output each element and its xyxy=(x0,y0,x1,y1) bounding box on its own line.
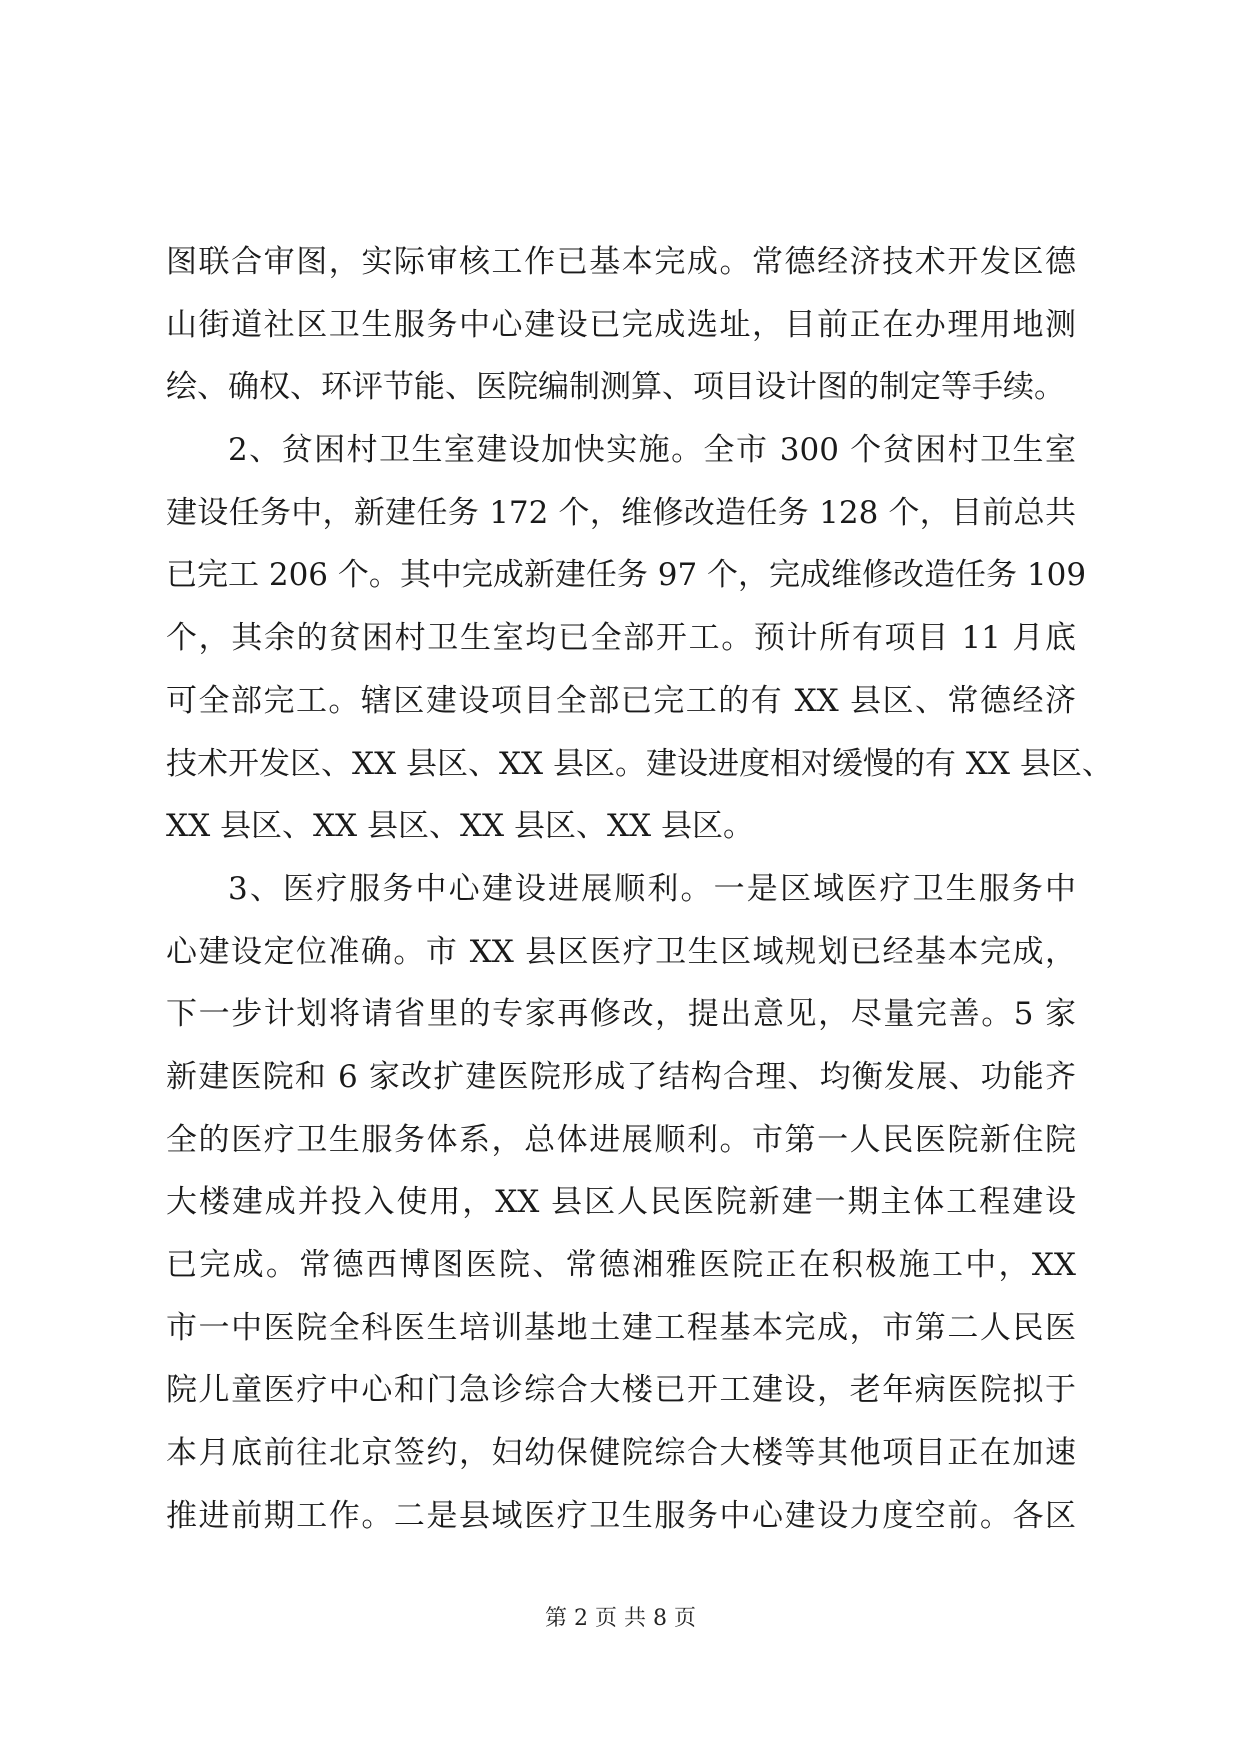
text-line: 新建医院和 6 家改扩建医院形成了结构合理、均衡发展、功能齐 xyxy=(166,1058,1076,1095)
text-line: 全的医疗卫生服务体系，总体进展顺利。市第一人民医院新住院 xyxy=(166,1121,1076,1158)
text-line: 院儿童医疗中心和门急诊综合大楼已开工建设，老年病医院拟于 xyxy=(166,1372,1076,1409)
text-line: 绘、确权、环评节能、医院编制测算、项目设计图的制定等手续。 xyxy=(166,369,1065,406)
text-line: 个，其余的贫困村卫生室均已全部开工。预计所有项目 11 月底 xyxy=(166,620,1076,657)
text-line: 可全部完工。辖区建设项目全部已完工的有 XX 县区、常德经济 xyxy=(166,682,1076,719)
document-body xyxy=(166,231,1113,1547)
text-line: 山街道社区卫生服务中心建设已完成选址，目前正在办理用地测 xyxy=(166,306,1076,343)
text-line: 建设任务中，新建任务 172 个，维修改造任务 128 个，目前总共 xyxy=(166,494,1076,531)
text-line: 已完成。常德西博图医院、常德湘雅医院正在积极施工中，XX xyxy=(166,1247,1076,1283)
text-line: 大楼建成并投入使用，XX 县区人民医院新建一期主体工程建设 xyxy=(166,1184,1076,1221)
text-line: XX 县区、XX 县区、XX 县区、XX 县区。 xyxy=(166,808,754,845)
text-line: 2、贫困村卫生室建设加快实施。全市 300 个贫困村卫生室 xyxy=(228,432,1076,469)
page-footer: 第 2 页 共 8 页 xyxy=(545,1606,696,1631)
text-line: 心建设定位准确。市 XX 县区医疗卫生区域规划已经基本完成， xyxy=(166,933,1076,970)
text-line: 图联合审图，实际审核工作已基本完成。常德经济技术开发区德 xyxy=(166,244,1076,280)
text-line: 下一步计划将请省里的专家再修改，提出意见，尽量完善。5 家 xyxy=(166,996,1076,1033)
text-line: 推进前期工作。二是县域医疗卫生服务中心建设力度空前。各区 xyxy=(166,1497,1076,1534)
text-line: 本月底前往北京签约，妇幼保健院综合大楼等其他项目正在加速 xyxy=(166,1435,1076,1472)
text-line: 已完工 206 个。其中完成新建任务 97 个，完成维修改造任务 109 xyxy=(166,557,1087,594)
text-line: 3、医疗服务中心建设进展顺利。一是区域医疗卫生服务中 xyxy=(228,870,1076,907)
text-line: 市一中医院全科医生培训基地土建工程基本完成，市第二人民医 xyxy=(166,1309,1076,1346)
text-line: 技术开发区、XX 县区、XX 县区。建设进度相对缓慢的有 XX 县区、 xyxy=(166,745,1113,782)
